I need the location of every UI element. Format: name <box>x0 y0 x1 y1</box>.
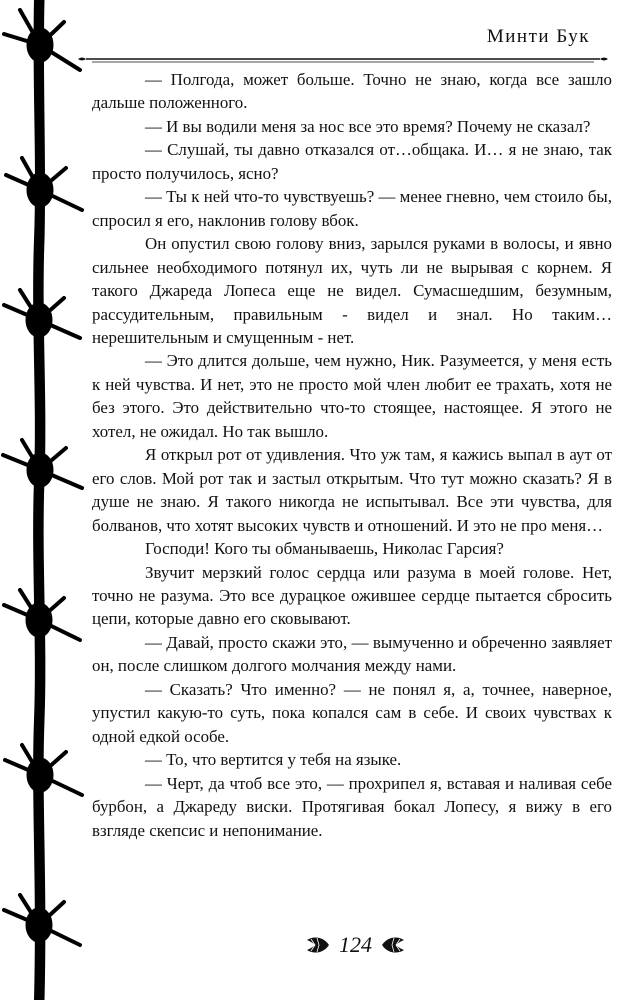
paragraph: — Полгода, может больше. Точно не знаю, когда все зашло дальше положенного. <box>92 70 612 113</box>
left-leaf-ornament-icon <box>305 934 331 956</box>
paragraph: Звучит мерзкий голос сердца или разума в моей голове. Нет, точно не разума. Это все дурацкое ожившее сердце пытается сбросить цепи, которые давно его сковывают. <box>92 562 612 629</box>
paragraph: Он опустил свою голову вниз, зарылся руками в волосы, и явно сильнее необходимого потянул их, чуть ли не вырывая с корнем. Я такого Джареда Лопеса еще не видел. Сумасшедшим, безумным, рассудительным, правильным - видел и знал. Но таким… нерешительным и смущенным - нет. <box>92 234 612 347</box>
paragraph: — Это длится дольше, чем нужно, Ник. Разумеется, у меня есть к ней чувства. И нет, это не просто мой член любит ее трахать, хотя не без этого. Это действительно что-то стоящее, настоящее. Я этого не хотел, не ожидал. Но так вышло. <box>92 351 612 441</box>
barbed-wire-border <box>0 0 86 1000</box>
page-footer <box>0 928 622 962</box>
paragraph: — Сказать? Что именно? — не понял я, а, точнее, наверное, упустил какую-то суть, пока копался сам в себе. И своих чувствах к одной едкой особе. <box>92 679 612 746</box>
header-ornament-rule <box>78 56 608 64</box>
paragraph: Господи! Кого ты обманываешь, Николас Гарсия? <box>145 539 504 559</box>
paragraph: — То, что вертится у тебя на языке. <box>145 750 402 770</box>
right-leaf-ornament-icon <box>380 934 406 956</box>
paragraph: Я открыл рот от удивления. Что уж там, я кажись выпал в аут от его слов. Мой рот так и застыл открытым. Что тут можно сказать? Я в душе не знаю. Я такого никогда не испытывал. Все эти чувства, для болванов, что хотят высоких чувств и отношений. И это не про меня… <box>92 445 612 535</box>
paragraph: — Ты к ней что-то чувствуешь? — менее гневно, чем стоило бы, спросил я его, наклонив голову вбок. <box>92 187 612 230</box>
page-header <box>78 22 608 62</box>
paragraph: — Слушай, ты давно отказался от…общака. И… я не знаю, так просто получилось, ясно? <box>92 140 612 183</box>
paragraph: — Черт, да чтоб все это, — прохрипел я, вставая и наливая себе бурбон, а Джареду виски. Протягивая бокал Лопесу, я вижу в его взгляде скепсис и непонимание. <box>92 773 612 840</box>
paragraph: — И вы водили меня за нос все это время? Почему не сказал? <box>145 116 591 136</box>
paragraph: — Давай, просто скажи это, — вымученно и обреченно заявляет он, после слишком долгого молчания между нами. <box>92 632 612 676</box>
page-number: 124 <box>339 932 372 957</box>
page-body-text <box>92 68 612 842</box>
running-head-author: Минти Бук <box>486 26 590 47</box>
